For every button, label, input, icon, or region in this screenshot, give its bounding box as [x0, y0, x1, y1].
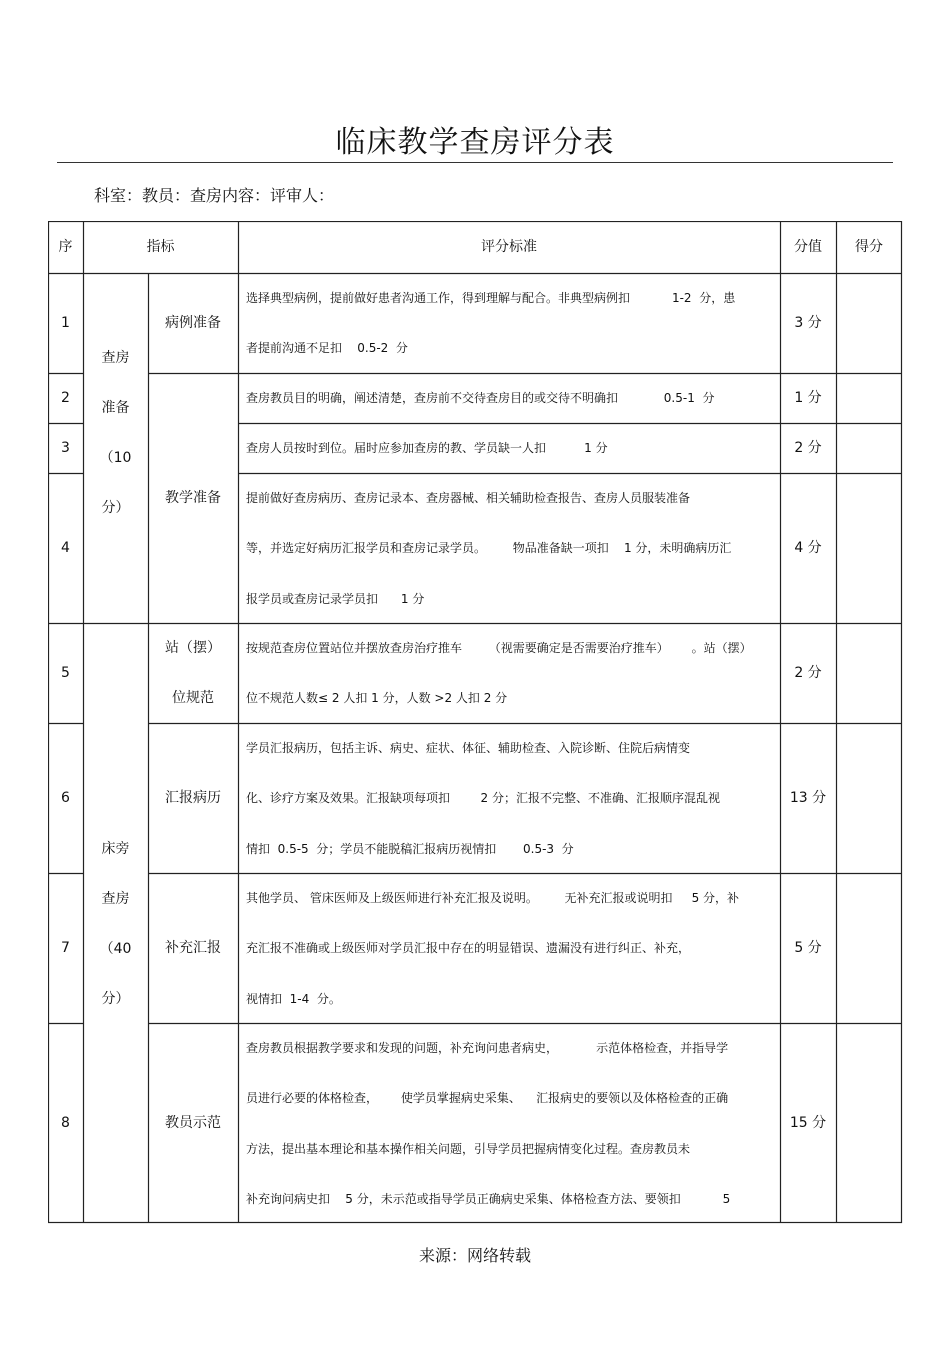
row-score-cell[interactable] — [836, 1023, 902, 1223]
page-title: 临床教学查房评分表 — [335, 125, 615, 160]
row-score-cell[interactable] — [836, 873, 902, 1023]
row-seq: 6 — [61, 790, 70, 806]
row-seq: 1 — [61, 315, 70, 331]
row-sub-indicator: 汇报病历 — [165, 790, 221, 806]
source-footer: 来源：网络转载 — [418, 1246, 531, 1265]
meta-line: 科室：教员：查房内容：评审人： — [94, 186, 335, 205]
header-indicator: 指标 — [146, 239, 175, 255]
row-criteria: 其他学员、 管床医师及上级医师进行补充汇报及说明。 无补充汇报或说明扣 5 分，补 充汇报不准确或上级医师对学员汇报中存在的明显错误、遗漏没有进行纠正、补充， 视情扣 1-4 分。 — [246, 891, 740, 1006]
row-criteria: 提前做好查房病历、查房记录本、查房器械、相关辅助检查报告、查房人员服装准备 等，并选定好病历汇报学员和查房记录学员。 物品准备缺一项扣 1 分，未明确病历汇 报学员或查房记录学员扣 1 分 — [246, 491, 732, 606]
header-criteria: 评分标准 — [481, 239, 537, 255]
row-points: 5 分 — [794, 940, 822, 956]
sub-indicator-teaching-prep: 教学准备 — [165, 490, 221, 506]
row-points: 4 分 — [794, 540, 822, 556]
row-seq: 2 — [61, 390, 70, 406]
row-seq: 3 — [61, 440, 70, 456]
row-score-cell[interactable] — [836, 723, 902, 873]
row-criteria: 按规范查房位置站位并摆放查房治疗推车 （视需要确定是否需要治疗推车） 。站（摆） 位不规范人数≤ 2 人扣 1 分，人数 >2 人扣 2 分 — [246, 641, 752, 706]
row-sub-indicator: 补充汇报 — [165, 940, 221, 956]
row-sub-indicator: 病例准备 — [165, 315, 221, 331]
row-points: 2 分 — [794, 665, 822, 681]
row-criteria: 查房人员按时到位。届时应参加查房的教、学员缺一人扣 1 分 — [246, 441, 608, 455]
row-score-cell[interactable] — [836, 373, 902, 423]
row-seq: 4 — [61, 540, 70, 556]
row-criteria: 查房教员根据教学要求和发现的问题，补充询问患者病史， 示范体格检查，并指导学 员进行必要的体格检查， 使学员掌握病史采集、 汇报病史的要领以及体格检查的正确 方法，提出基本理论和基本操作相关问题，引导学员把握病情变化过程。查房教员未 补充询问病史扣 5 分，未示范或指导学员正确病史采集、体格检查方法、要领扣 5 — [246, 1041, 731, 1206]
row-sub-indicator: 站（摆） 位规范 — [165, 640, 221, 706]
row-seq: 8 — [61, 1115, 70, 1131]
row-sub-indicator — [148, 373, 238, 623]
row-score-cell[interactable] — [836, 623, 902, 723]
title-underline — [57, 162, 893, 163]
row-points: 15 分 — [789, 1115, 827, 1131]
header-points: 分值 — [794, 239, 822, 255]
group-label-prep: 查房 准备 （10 分） — [99, 350, 132, 516]
row-score-cell[interactable] — [836, 473, 902, 623]
row-criteria: 查房教员目的明确，阐述清楚，查房前不交待查房目的或交待不明确扣 0.5-1 分 — [246, 391, 715, 405]
row-criteria: 选择典型病例，提前做好患者沟通工作，得到理解与配合。非典型病例扣 1-2 分，患 者提前沟通不足扣 0.5-2 分 — [246, 291, 736, 356]
evaluation-table — [48, 221, 903, 1224]
row-seq: 7 — [61, 940, 70, 956]
row-points: 3 分 — [794, 315, 822, 331]
row-score-cell[interactable] — [836, 273, 902, 373]
row-criteria: 学员汇报病历，包括主诉、病史、症状、体征、辅助检查、入院诊断、住院后病情变 化、诊疗方案及效果。汇报缺项每项扣 2 分；汇报不完整、不准确、汇报顺序混乱视 情扣 0.5-5 分；学员不能脱稿汇报病历视情扣 0.5-3 分 — [246, 741, 720, 856]
row-points: 1 分 — [794, 390, 822, 406]
row-sub-indicator: 教员示范 — [165, 1115, 221, 1131]
header-seq: 序 — [58, 239, 73, 255]
header-score: 得分 — [855, 239, 883, 255]
row-points: 13 分 — [789, 790, 827, 806]
row-score-cell[interactable] — [836, 423, 902, 473]
row-seq: 5 — [61, 665, 70, 681]
group-label-bedside: 床旁 查房 （40 分） — [99, 841, 132, 1007]
row-points: 2 分 — [794, 440, 822, 456]
